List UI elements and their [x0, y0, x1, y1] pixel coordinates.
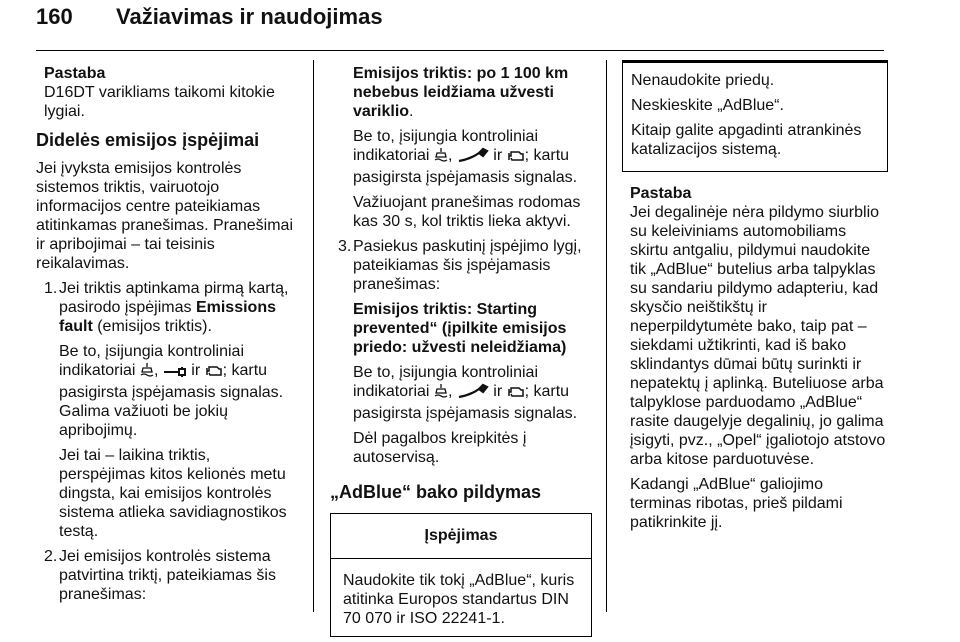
warning-title: Įspėjimas — [331, 514, 591, 559]
column-2 — [330, 64, 592, 637]
engine-icon — [507, 385, 525, 404]
engine-icon — [507, 149, 525, 168]
list-number: 3. — [338, 238, 352, 255]
list-item-text: Važiuojant pranešimas rodomas kas 30 s, kol triktis lieka aktyvi. — [353, 194, 581, 230]
list-item-text: Jei triktis aptinkama pirmą kartą, pasirodo įspėjimas Emissions fault (emisijos triktis). — [59, 280, 289, 335]
list-item-text: Be to, įsijungia kontroliniai indikatoriai , ir ; kartu pasigirsta įspėjamasis signalas. Galima važiuoti be jokių apribojimų. — [59, 343, 284, 439]
page-title: Važiavimas ir naudojimas — [116, 4, 383, 29]
note — [44, 64, 300, 121]
list-item-text: Be to, įsijungia kontroliniai indikatoriai , ir ; kartu pasigirsta įspėjamasis signalas. — [353, 364, 578, 422]
caution-text: Nenaudokite priedų. — [631, 72, 775, 89]
warning-box — [330, 513, 592, 637]
warning-message: Emisijos triktis: Starting prevented“ (įpilkite emisijos priedo: užvesti neleidžiama) — [353, 301, 567, 356]
list-item-text: Jei tai – laikina triktis, perspėjimas kitos kelionės metu dingsta, kai emisijos kontrolės sistema atlieka savidiagnostikos testą. — [59, 447, 287, 540]
list-item-text: Jei emisijos kontrolės sistema patvirtina triktį, pateikiamas šis pranešimas: — [59, 548, 276, 603]
note-title: Pastaba — [44, 65, 106, 82]
caution-text: Neskieskite „AdBlue“. — [631, 97, 784, 114]
caution-box — [622, 60, 888, 172]
wrench-icon — [457, 383, 489, 404]
paragraph: Kadangi „AdBlue“ galiojimo terminas ribotas, prieš pildami patikrinkite jį. — [630, 476, 843, 531]
engine-icon — [205, 364, 223, 383]
note-title: Pastaba — [630, 185, 692, 202]
column-1 — [36, 64, 300, 610]
note — [630, 184, 888, 469]
list-number: 2. — [44, 548, 58, 565]
page-header — [36, 4, 383, 30]
caution-text: Kitaip galite apgadinti atrankinės katalizacijos sistemą. — [631, 122, 862, 158]
note-text: Jei degalinėje nėra pildymo siurblio su keleiviniams automobiliams skirtu antgaliu, pildymui naudokite tik „AdBlue“ butelius arba talpyklas su sandariu pildymo adapteriu, kad skysčio neištikštų ir neperpildytumėte bako, taip pat – siekdami užtikrinti, kad iš bako sklindantys dūmai būtų surinkti ir nepatektų į aplinką. Buteliuose arba talpyklose parduodamo „AdBlue“ rasite daugelyje degalinių, jo galima įsigyti, pvz., „Opel“ įgaliotojo atstovo arba kitose parduotuvėse. — [630, 204, 886, 468]
warning-text: Naudokite tik tokį „AdBlue“, kuris atitinka Europos standartus DIN 70 070 ir ISO 22241-1. — [343, 572, 575, 627]
wrench-icon — [163, 364, 187, 383]
list-item-text: Be to, įsijungia kontroliniai indikatoriai , ir ; kartu pasigirsta įspėjamasis signalas. — [353, 128, 578, 186]
section-heading: „AdBlue“ bako pildymas — [330, 482, 542, 502]
column-3 — [622, 64, 888, 538]
wrench-icon — [457, 147, 489, 168]
list-number: 1. — [44, 280, 58, 297]
intro-paragraph: Jei įvyksta emisijos kontrolės sistemos triktis, vairuotojo informacijos centre pateikiamas atitinkamas pranešimas. Pranešimai ir apribojimai – tai teisinis reikalavimas. — [36, 160, 293, 272]
exhaust-warning-icon — [140, 362, 154, 383]
note-text: D16DT varikliams taikomi kitokie lygiai. — [44, 84, 275, 120]
exhaust-warning-icon — [434, 147, 448, 168]
list-item-text: Dėl pagalbos kreipkitės į autoservisą. — [353, 430, 527, 466]
list-item-2-continued — [330, 64, 592, 231]
section-heading: Didelės emisijos įspėjimai — [36, 130, 260, 150]
list-item-2 — [36, 547, 300, 604]
list-item-1 — [36, 279, 300, 541]
header-rule — [36, 50, 884, 51]
warning-message: Emisijos triktis: po 1 100 km nebebus leidžiama užvesti variklio. — [353, 65, 569, 120]
column-divider-2 — [606, 60, 607, 612]
exhaust-warning-icon — [434, 383, 448, 404]
list-item-text: Pasiekus paskutinį įspėjimo lygį, pateikiamas šis įspėjamasis pranešimas: — [353, 238, 582, 293]
list-item-3 — [330, 237, 592, 467]
column-divider-1 — [313, 60, 314, 612]
page-number: 160 — [36, 4, 73, 29]
